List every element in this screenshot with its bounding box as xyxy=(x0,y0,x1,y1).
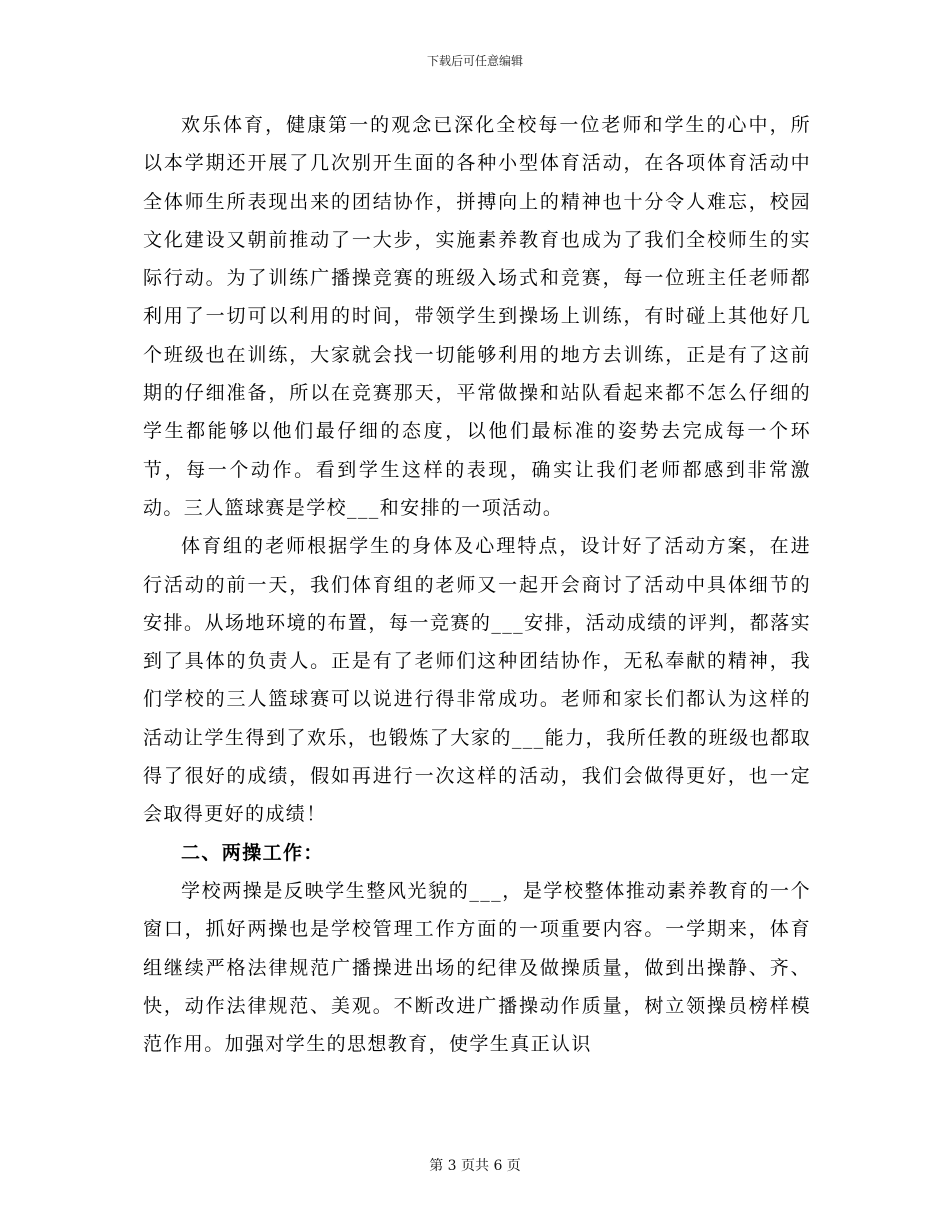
page-header: 下载后可任意编辑 xyxy=(426,54,523,68)
paragraph-activities: 欢乐体育，健康第一的观念已深化全校每一位老师和学生的心中，所以本学期还开展了几次别开生面的各种小型体育活动，在各项体育活动中全体师生所表现出来的团结协作，拼搏向上的精神也十分令人难忘，校园文化建设又朝前推动了一大步，实施素养教育也成为了我们全校师生的实际行动。为了训练广播操竞赛的班级入场式和竞赛，每一位班主任老师都利用了一切可以利用的时间，带领学生到操场上训练，有时碰上其他好几个班级也在训练，大家就会找一切能够利用的地方去训练，正是有了这前期的仔细准备，所以在竞赛那天，平常做操和站队看起来都不怎么仔细的学生都能够以他们最仔细的态度，以他们最标准的姿势去完成每一个环节，每一个动作。看到学生这样的表现，确实让我们老师都感到非常激动。三人篮球赛是学校___和安排的一项活动。 xyxy=(143,114,811,519)
section-heading: 二、两操工作： xyxy=(181,841,324,864)
document-body xyxy=(143,106,811,1063)
paragraph-exercises: 学校两操是反映学生整风光貌的___，是学校整体推动素养教育的一个窗口，抓好两操也是学校管理工作方面的一项重要内容。一学期来，体育组继续严格法律规范广播操进出场的纪律及做操质量，做到出操静、齐、快，动作法律规范、美观。不断改进广播操动作质量，树立领操员榜样模范作用。加强对学生的思想教育，使学生真正认识 xyxy=(143,879,811,1056)
paragraph-basketball: 体育组的老师根据学生的身体及心理特点，设计好了活动方案，在进行活动的前一天，我们体育组的老师又一起开会商讨了活动中具体细节的安排。从场地环境的布置，每一竞赛的___安排，活动成绩的评判，都落实到了具体的负责人。正是有了老师们这种团结协作，无私奉献的精神，我们学校的三人篮球赛可以说进行得非常成功。老师和家长们都认为这样的活动让学生得到了欢乐，也锻炼了大家的___能力，我所任教的班级也都取得了很好的成绩，假如再进行一次这样的活动，我们会做得更好，也一定会取得更好的成绩！ xyxy=(143,535,811,826)
page-footer: 第 3 页共 6 页 xyxy=(429,1158,521,1174)
